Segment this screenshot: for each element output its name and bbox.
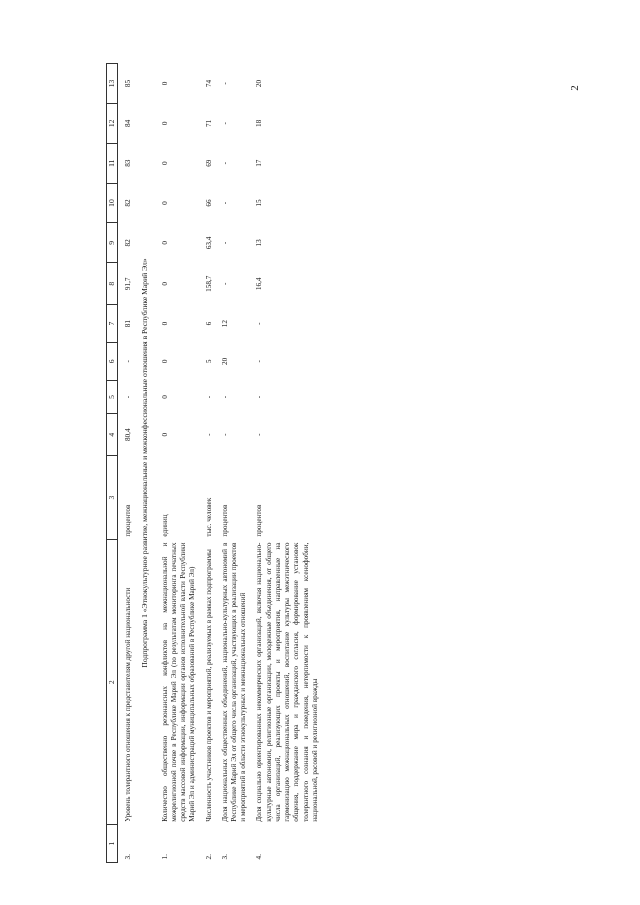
- column-header: 9: [107, 223, 118, 263]
- value-cell: 81: [123, 320, 132, 328]
- column-header: 11: [107, 143, 118, 183]
- value-cell: 0: [160, 281, 169, 286]
- page-number: 2: [568, 85, 581, 91]
- value-cell: 0: [160, 321, 169, 326]
- value-cell: 0: [160, 161, 169, 165]
- value-cell: -: [255, 395, 264, 399]
- value-cell: 20: [220, 357, 229, 365]
- column-header: 5: [107, 380, 118, 414]
- indicator-table: [106, 63, 321, 863]
- row-index: 4.: [255, 854, 264, 860]
- value-cell: 69: [204, 159, 213, 167]
- table-row: [117, 64, 134, 863]
- value-cell: 74: [204, 79, 213, 88]
- table-row: [199, 64, 215, 863]
- value-cell: 0: [160, 241, 169, 245]
- value-cell: -: [220, 433, 229, 436]
- value-cell: -: [204, 395, 213, 399]
- indicator-name: Уровень толерантного отношения к представителям другой национальности: [123, 587, 132, 822]
- value-cell: 82: [123, 239, 132, 247]
- indicator-table-page: [106, 63, 526, 863]
- value-cell: 0: [160, 121, 169, 126]
- value-cell: 82: [123, 199, 132, 207]
- value-cell: -: [255, 360, 264, 363]
- table-row: [155, 64, 199, 863]
- unit-cell: процентов: [255, 504, 264, 537]
- row-index: 3.: [123, 854, 132, 860]
- column-header: 7: [107, 305, 118, 343]
- value-cell: 71: [204, 119, 213, 127]
- value-cell: 18: [255, 119, 264, 127]
- value-cell: -: [220, 82, 229, 85]
- subprogram-title: Подпрограмма 1 «Этнокультурное развитие, межнациональные и межконфессиональные отношения в Республике Марий Эл»: [139, 258, 149, 668]
- value-cell: 0: [160, 395, 169, 399]
- value-cell: 80,4: [123, 428, 132, 442]
- value-cell: 85: [123, 79, 132, 88]
- value-cell: -: [220, 201, 229, 205]
- value-cell: -: [220, 395, 229, 399]
- value-cell: 5: [204, 359, 213, 364]
- row-index: 3.: [220, 854, 229, 860]
- value-cell: 15: [255, 199, 264, 207]
- value-cell: 83: [123, 159, 132, 167]
- column-header: 2: [107, 540, 118, 825]
- value-cell: 0: [160, 201, 169, 205]
- unit-cell: тыс. человек: [204, 497, 213, 537]
- value-cell: 63,4: [204, 236, 213, 250]
- value-cell: 158,7: [204, 275, 213, 292]
- value-cell: 17: [255, 159, 264, 167]
- value-cell: 0: [160, 359, 169, 364]
- column-header: 13: [107, 64, 118, 104]
- value-cell: 0: [160, 432, 169, 437]
- value-cell: -: [220, 282, 229, 285]
- value-cell: 16,4: [255, 277, 264, 291]
- indicator-name: Доля социально ориентированных некоммерческих организаций, включая национально-культурные автономии, религиозные организации, молодежные объединения, от общего числа организаций, реализующих проекты и мероприятия, направленные на гармонизацию межнациональных отношений, воспитание культуры межэтнического общения, поддержание мира и гражданского согласия, формирование установок толерантного сознания и поведения, нетерпимости к проявлениям ксенофобии, национальной, расовой и религиозной вражды: [255, 542, 319, 822]
- value-cell: 66: [204, 199, 213, 207]
- value-cell: 20: [255, 79, 264, 88]
- unit-cell: процентов: [123, 504, 132, 537]
- value-cell: -: [220, 161, 229, 165]
- subprogram-row: [134, 64, 155, 863]
- value-cell: -: [204, 433, 213, 436]
- column-header: 10: [107, 183, 118, 223]
- value-cell: 0: [160, 81, 169, 86]
- indicator-name: Численность участников проектов и мероприятий, реализуемых в рамках подпрограммы: [204, 549, 213, 822]
- value-cell: 91,7: [123, 277, 132, 291]
- value-cell: 84: [123, 119, 132, 127]
- unit-cell: процентов: [220, 504, 229, 537]
- unit-cell: единиц: [160, 514, 169, 537]
- value-cell: -: [255, 433, 264, 436]
- column-header: 4: [107, 414, 118, 456]
- column-header: 3: [107, 456, 118, 540]
- value-cell: 6: [204, 321, 213, 326]
- row-index: 1.: [160, 854, 169, 860]
- row-index: 2.: [204, 854, 213, 860]
- header-row: [107, 64, 118, 863]
- indicator-name: Доля национальных общественных объединений, национально-культурных автономий в Республике Марий Эл от общего числа организаций, участвующих в реализации проектов и мероприятий в области этнокультурных и межнациональных отношений: [220, 542, 248, 822]
- indicator-name: Количество общественно резонансных конфликтов на межнациональной и межрелигиозной почве в Республике Марий Эл (по результатам мониторинга печатных средств массовой информации, информации органов исполнительной власти Республики Марий Эл и администраций муниципальных образований в Республике Марий Эл): [160, 542, 197, 822]
- column-header: 8: [107, 263, 118, 305]
- column-header: 12: [107, 103, 118, 143]
- table-row: [215, 64, 250, 863]
- value-cell: -: [123, 360, 132, 363]
- column-header: 1: [107, 825, 118, 863]
- value-cell: -: [255, 322, 264, 325]
- value-cell: -: [220, 241, 229, 245]
- value-cell: -: [220, 122, 229, 125]
- value-cell: -: [123, 395, 132, 399]
- column-header: 6: [107, 342, 118, 380]
- value-cell: 13: [255, 239, 264, 247]
- value-cell: 12: [220, 320, 229, 328]
- table-row: [249, 64, 321, 863]
